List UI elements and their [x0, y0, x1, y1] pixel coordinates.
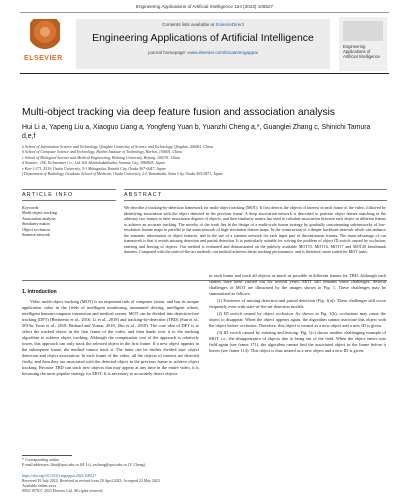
journal-cover [339, 17, 387, 71]
introduction-heading: 1. Introduction [22, 289, 57, 295]
copyright: 0952-1976/© 2023 Elsevier Ltd. All rights reserved. [22, 489, 104, 493]
affiliations [22, 145, 382, 177]
article-title: Multi-object tracking via deep feature fusion and association analysis [22, 107, 336, 118]
keywords-block [22, 205, 112, 237]
doi-link[interactable]: https://doi.org/10.1016/j.engappai.2023.106527 [22, 474, 97, 478]
abstract-heading: ABSTRACT [124, 192, 163, 198]
divider [124, 189, 387, 190]
right-column [209, 273, 386, 355]
keywords-label: Keywords: [22, 205, 40, 210]
keyword: Object occlusion [22, 226, 50, 232]
journal-banner [76, 19, 330, 69]
affiliation: c School of Biological Science and Medical Engineering, Beihang University, Beijing, 100191, China [22, 155, 181, 160]
received-dates: Received 19 July 2022; Received in revised form 29 April 2023; Accepted 22 May 2023 [22, 479, 160, 483]
cover-title: Engineering Applications of Artificial Intelligence [343, 44, 381, 59]
sciencedirect-link[interactable]: ScienceDirect [215, 22, 244, 27]
affiliation: f Department of Radiology, Graduate School of Medicine, Osaka University, 2-2 Yamadaoka, Suita City, Osaka 565-0871, Japan [22, 172, 223, 177]
homepage-line: journal homepage: www.elsevier.com/locate/engappai [148, 50, 258, 55]
paragraph: (2) ID switch caused by object occlusion. As shown in Fig. 1(b), occlusions may cause the object to disappear. When the object appears again, the algorithm cannot associate this object with the object before occlusion. Therefore, this object is treated as a new object and a new ID is given. [209, 311, 386, 328]
paragraph: in each frame and track all objects as much as possible in different frames for TBD. Although such studies have been carried out for several years, MOT still remains some challenges. Several challenges of MOT are illustrated by the images shown in Fig. 1. These challenges may be summarized as follows: [209, 273, 386, 296]
publisher-name: ELSEVIER [24, 55, 63, 62]
left-column [22, 299, 199, 378]
contents-line: Contents lists available at ScienceDirect [162, 22, 244, 27]
author-list: Hui Li a, Yapeng Liu a, Xiaoguo Liang a, Yongfeng Yuan b, Yuanzhi Cheng a,*, Guanglei Zhang c, Shinichi Tamura d,e,f [22, 124, 371, 140]
keyword: Association analysis [22, 215, 56, 221]
paragraph: (1) Existence of missing detection and partial detection (Fig. 1(a)). These challenges still occur frequently even with state-of-the-art detection models. [209, 298, 386, 309]
homepage-link[interactable]: www.elsevier.com/locate/engappai [187, 50, 258, 55]
article-info-heading: ARTICLE INFO [22, 192, 74, 198]
article-metadata [22, 474, 382, 494]
journal-citation: Engineering Applications of Artificial Intelligence 124 (2023) 106527 [135, 4, 274, 9]
footnote-rule [22, 455, 72, 456]
cover-image [343, 21, 383, 41]
elsevier-logo [24, 19, 68, 65]
journal-header [20, 12, 389, 74]
tree-icon [30, 19, 60, 51]
keyword: Multi-object tracking [22, 210, 57, 216]
footnotes [22, 455, 199, 468]
affiliation: d Nanotec. 166, Technomart Co., Ltd. 601 Shinkokukakkaiba, Senmae City, 3984825, Japan [22, 161, 166, 166]
paragraph: (3) ID switch caused by entering and leaving. Fig. 1(c) shows another challenging example of MOT, i.e., the disappearance of objects due to being out of the field. When the object enters into field again (see frame 171), the algorithm cannot find the associated object in the frame before it leaves (see frame 114). This object is thus treated as a new object and a new ID is given. [209, 330, 386, 353]
divider [22, 189, 116, 190]
available-online: Available online xxxx [22, 484, 57, 488]
journal-title: Engineering Applications of Artificial Intelligence [92, 32, 314, 44]
keyword: Similarity matrix [22, 221, 51, 227]
divider [22, 200, 116, 201]
affiliation: b School of Computer Science and Technology, Harbin Institute of Technology, Harbin, 150001, China [22, 150, 182, 155]
corresponding-author-note: * Corresponding author. [22, 457, 60, 462]
divider [124, 200, 387, 201]
paragraph: Video multi-object tracking (MOT) is an important task of computer vision, and has its unique application value in the fields of intelligent monitoring, unmanned driving, intelligent robots, intelligent human-computer interaction and medical scenes. MOT can be divided into detection-free tracking (DFT) (Bertinetto et al., 2016; Li et al., 2018) and tracking-by-detection (TBD) (Sun et al., 2019a; Yoon et al., 2018; Bishard and Yomar, 2018; Zhu et al., 2018). The core idea of DFT is to select the tracked object in the first frame of the video, and then hands over it to the tracking algorithm to achieve object tracking. Although the computation cost of the approach is relatively lower, this approach can only track the selected object in the first frame. If a new object appears in the subsequent frame, the method cannot track it. The latter can be further divided into: object detection and object association. In each frame of the video, all the objects of interest are detected firstly, and then they are associated with the detected object in the previous frame to achieve object tracking. Because TBD can track new objects that may appear at any time in the entire video, it is becoming the most popular strategy for MOT. It is necessary to accurately detect objects [22, 299, 199, 376]
affiliation: e Ken-1-271, 5516, Osaka University, 5-1 Mihogaoka, Ibaraki City, Osaka 567-0047, Japan [22, 166, 166, 171]
email-addresses: E-mail addresses: lihui@qust.edu.cn (H. Li), yzcheng@qust.edu.cn (Y. Cheng). [22, 462, 146, 467]
abstract-text: We describe a tracking-by-detection framework for multi-object tracking (MOT). It first detects the objects of interest in each frame of the video, followed by identifying association with the object detected in the previous frame. A deep association network is described to perform object feature matching in the arbitrary two frames to infer association degrees of objects, and then similarity matrix has used to calculate association between each object in different frames to achieve an accurate tracking. The novelty of the work lies in the design of a multi-scale fusion strategy by gradually concatenating sub-networks of low-resolution feature maps in parallel to the main network of high-resolution feature maps. In the construction of a deeper backbone network which can enhance the semantic information of object features, and in the use of a siamese network for each input pair of discontinuous frames. The main advantage of our framework is that it avoids missing detection and partial detection. It is particularly suitable for solving the problem of object ID switch caused by occlusion, entering and leaving of objects. Our method is evaluated and demonstrated on the publicly available MOT15, MOT16, MOT17 and MOT20 benchmark datasets. Compared with the state-of-the-art methods, our method achieves better tracking performance, and is therefore, more suited for MOT tasks. [124, 205, 386, 254]
affiliation: a School of Information Science and Technology, Qingdao University of Science and Technology, Qingdao, 266061, China [22, 145, 213, 149]
keyword: Siamese network [22, 232, 51, 238]
